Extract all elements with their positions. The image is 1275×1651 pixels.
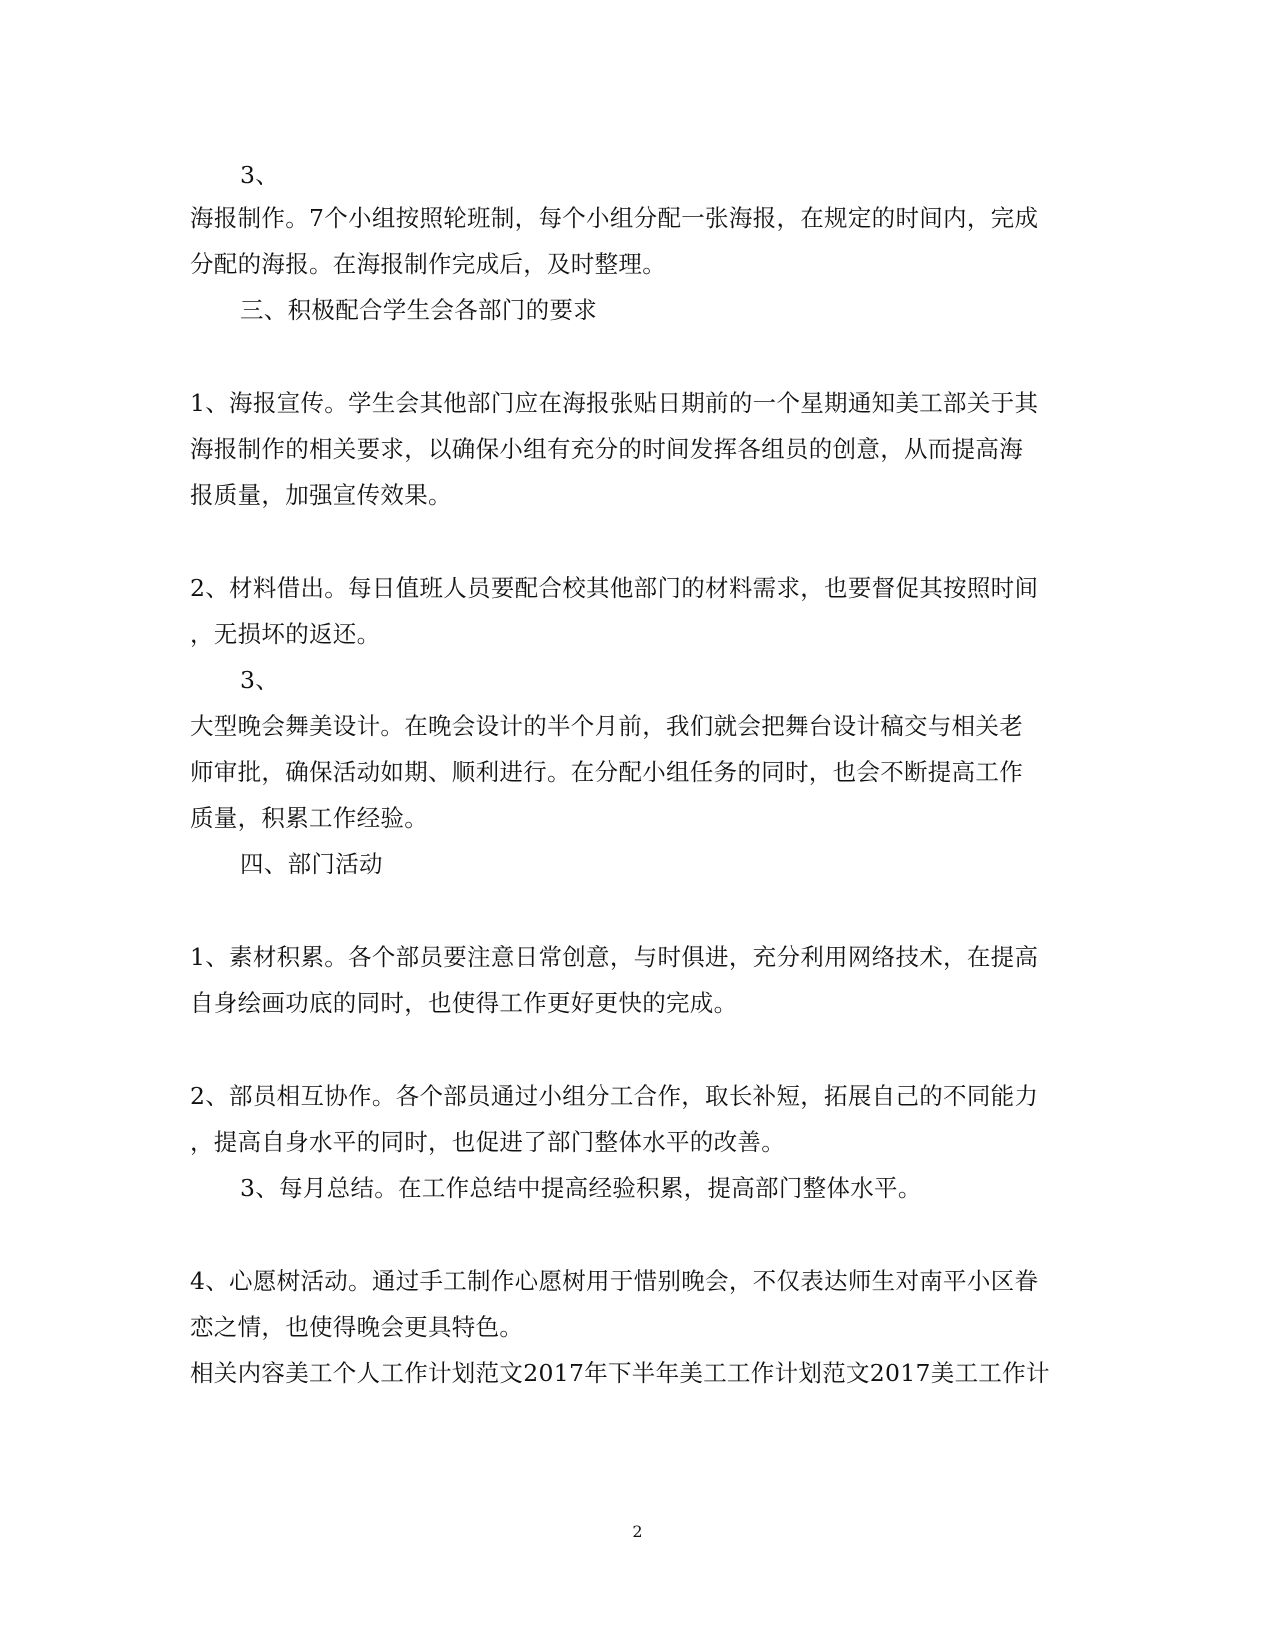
text-line: ，提高自身水平的同时，也促进了部门整体水平的改善。: [190, 1128, 785, 1156]
text-line: 大型晚会舞美设计。在晚会设计的半个月前，我们就会把舞台设计稿交与相关老: [190, 712, 1023, 740]
text-line: 分配的海报。在海报制作完成后，及时整理。: [190, 250, 666, 278]
text-line: 3、: [240, 666, 280, 694]
section-heading: 四、部门活动: [240, 850, 383, 878]
text-line: 3、: [240, 161, 280, 189]
text-line: 4、心愿树活动。通过手工制作心愿树用于惜别晚会，不仅表达师生对南平小区眷: [190, 1267, 1039, 1295]
text-line: 3、每月总结。在工作总结中提高经验积累，提高部门整体水平。: [240, 1174, 922, 1202]
section-heading: 三、积极配合学生会各部门的要求: [240, 296, 597, 324]
text-line: 海报制作。7个小组按照轮班制，每个小组分配一张海报，在规定的时间内，完成: [190, 204, 1039, 232]
text-line: 恋之情，也使得晚会更具特色。: [190, 1313, 524, 1341]
page-number: 2: [632, 1522, 643, 1541]
text-line: 1、素材积累。各个部员要注意日常创意，与时俱进，充分利用网络技术，在提高: [190, 943, 1039, 971]
text-line: ，无损坏的返还。: [190, 620, 381, 648]
text-line: 自身绘画功底的同时，也使得工作更好更快的完成。: [190, 989, 738, 1017]
text-line: 海报制作的相关要求，以确保小组有充分的时间发挥各组员的创意，从而提高海: [190, 435, 1023, 463]
text-line: 2、部员相互协作。各个部员通过小组分工合作，取长补短，拓展自己的不同能力: [190, 1082, 1039, 1110]
text-line: 质量，积累工作经验。: [190, 804, 428, 832]
text-line: 报质量，加强宣传效果。: [190, 481, 452, 509]
text-line: 1、海报宣传。学生会其他部门应在海报张贴日期前的一个星期通知美工部关于其: [190, 389, 1039, 417]
text-line: 2、材料借出。每日值班人员要配合校其他部门的材料需求，也要督促其按照时间: [190, 574, 1039, 602]
text-line: 相关内容美工个人工作计划范文2017年下半年美工工作计划范文2017美工工作计: [190, 1359, 1050, 1387]
text-line: 师审批，确保活动如期、顺利进行。在分配小组任务的同时，也会不断提高工作: [190, 758, 1023, 786]
